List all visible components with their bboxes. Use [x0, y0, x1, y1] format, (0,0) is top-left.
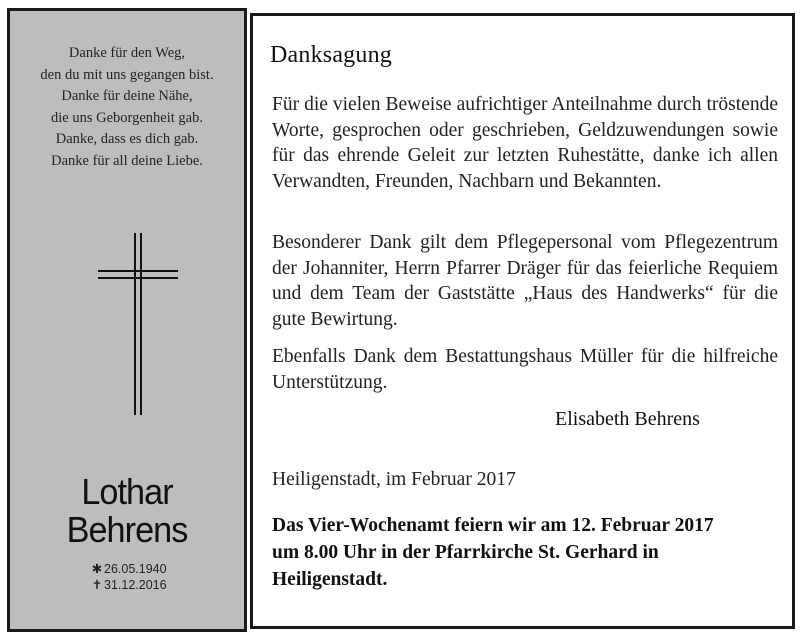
death-date: 31.12.2016 [104, 578, 167, 592]
poem-line: den du mit uns gegangen bist. [40, 66, 214, 83]
birth-date: 26.05.1940 [104, 562, 167, 576]
poem-line: Danke für den Weg, [68, 45, 186, 61]
first-name: Lothar [81, 471, 173, 512]
service-line: Heiligenstadt. [272, 569, 388, 590]
birth-star-icon: ✱ [91, 562, 103, 576]
poem-line: Danke für all deine Liebe. [51, 152, 203, 169]
birth-row [90, 561, 167, 577]
service-line: um 8.00 Uhr in der Pfarrkirche St. Gerhard in [272, 542, 659, 563]
thanks-paragraph: Für die vielen Beweise aufrichtiger Anteilnahme durch tröstende Worte, gesprochen oder geschrieben, Geldzuwendungen sowie für das ehrende Geleit zur letzten Ruhestätte, danke ich allen Verwandten, Freunden, Nachbarn und Bekannten. [272, 94, 778, 192]
signature: Elisabeth Behrens [555, 408, 700, 430]
poem-line: die uns Geborgenheit gab. [51, 109, 203, 126]
death-cross-icon: ✝ [91, 578, 103, 592]
death-row [90, 577, 167, 593]
service-line: Das Vier-Wochenamt feiern wir am 12. Februar 2017 [272, 515, 714, 536]
service-announcement [272, 512, 782, 593]
place-date: Heiligenstadt, im Februar 2017 [272, 469, 516, 490]
thanks-paragraph: Ebenfalls Dank dem Bestattungshaus Müller für die hilfreiche Unterstützung. [272, 346, 778, 393]
cross-icon [98, 233, 178, 415]
deceased-name [10, 473, 244, 549]
memorial-poem [10, 43, 244, 172]
last-name: Behrens [66, 509, 188, 550]
memorial-sidebar [7, 8, 247, 632]
life-dates [90, 561, 167, 593]
poem-line: Danke, dass es dich gab. [55, 131, 199, 147]
thanks-paragraph: Besonderer Dank gilt dem Pflegepersonal vom Pflegezentrum der Johanniter, Herrn Pfarrer Dräger für das feierliche Requiem und dem Team der Gaststätte „Haus des Handwerks“ für die gute Bewirtung. [272, 232, 778, 330]
notice-title: Danksagung [270, 42, 392, 68]
poem-line: Danke für deine Nähe, [61, 88, 193, 104]
